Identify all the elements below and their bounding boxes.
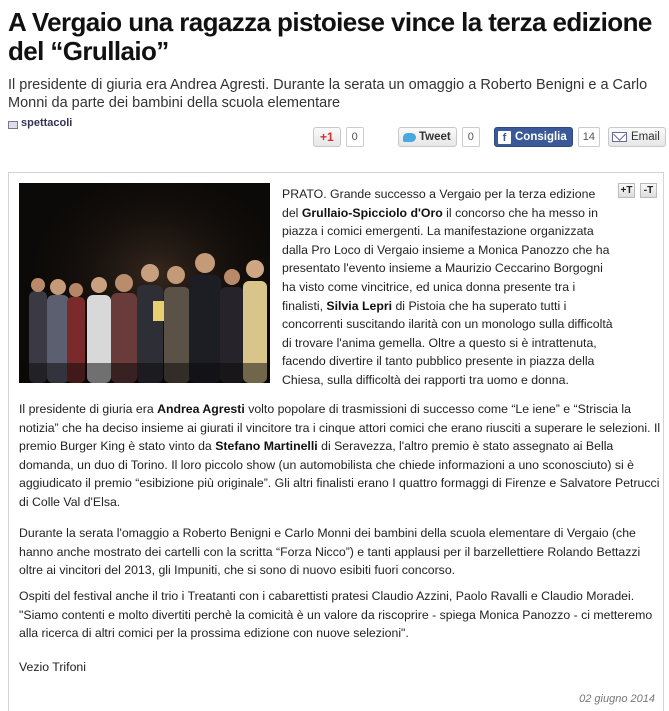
lead-paragraph: PRATO. Grande successo a Vergaio per la terza edizione del Grullaio-Spicciolo d'Oro il concorso che ha messo in piazza i comici emergenti. La manifestazione organizzata dalla Pro Loco di Vergaio insieme a Monica Panozzo che ha presentato l'evento insieme a Maurizio Ceccarino Borgogni ha visto come vincitrice, ed unica donna presente tra i finalisti, Silvia Lepri di Pistoia che ha superato tutti i concorrenti suscitando ilarità con un monologo sulla difficoltà di trovare l'anima gemella. Oltre a questo si è intrattenuta, facendo divertire il tanto pubblico presente in piazza della Chiesa, sulla difficoltà dei rapporti tra uomo e donna. bbox=[282, 187, 613, 387]
paragraph-jury: Il presidente di giuria era Andrea Agresti volto popolare di trasmissioni di successo come “Le iene” e “Striscia la notizia” che ha deciso insieme ai giurati il vincitore tra i cinque attori comici che erano riusciti a superare le selezioni. Il premio Burger King è stato vinto da Stefano Martinelli di Seravezza, l'altro premio è stato assegnato ai Bella domanda, un duo di Torino. Il loro piccolo show (un automobilista che chiede informazioni a uno sconosciuto) si è aggiudicato il premio “esibizione più originale”. Gli altri finalisti erano I quattro formaggi di Firenze e Salvatore Petrucci di Colle Val d'Elsa. bbox=[19, 402, 661, 509]
category-icon bbox=[8, 119, 18, 128]
article-photo bbox=[19, 183, 270, 383]
gplus-count: 0 bbox=[346, 127, 364, 147]
article-date: 02 giugno 2014 bbox=[579, 693, 655, 705]
tweet-count: 0 bbox=[462, 127, 480, 147]
facebook-like-button[interactable] bbox=[494, 127, 573, 147]
twitter-bird-icon bbox=[403, 133, 416, 142]
paragraph-guests: Ospiti del festival anche il trio i Treatanti con i cabarettisti pratesi Claudio Azzini, Paolo Ravalli e Claudio Moradei. "Siamo contenti e molto divertiti perchè la comicità è un valore da riscoprire - spiega Monica Panozzo - ci metteremo alla ricerca di altri comici per la prossima edizione con nuove selezioni". bbox=[19, 589, 653, 641]
category-link[interactable]: spettacoli bbox=[21, 117, 73, 129]
category-tag[interactable] bbox=[8, 115, 72, 131]
article-subtitle: Il presidente di giuria era Andrea Agresti. Durante la serata un omaggio a Roberto Benigni e a Carlo Monni da parte dei bambini della scuola elementare bbox=[8, 77, 648, 111]
email-share bbox=[608, 126, 666, 148]
tweet-label: Tweet bbox=[419, 131, 451, 143]
gplus-share bbox=[313, 126, 364, 148]
twitter-share bbox=[398, 126, 480, 148]
text-size-controls bbox=[618, 183, 657, 198]
article-headline: A Vergaio una ragazza pistoiese vince la terza edizione del “Grullaio” bbox=[8, 7, 652, 66]
facebook-share bbox=[494, 126, 600, 148]
envelope-icon bbox=[612, 132, 627, 142]
facebook-label: Consiglia bbox=[515, 131, 567, 143]
email-label: Email bbox=[631, 131, 660, 143]
article-author: Vezio Trifoni bbox=[19, 660, 86, 674]
paragraph-tribute: Durante la serata l'omaggio a Roberto Benigni e Carlo Monni dei bambini della scuola elementare di Vergaio (che hanno anche mostrato dei cartelli con la scritta “Forza Nicco”) e tanti applausi per il barzellettiere Rolando Bettazzi oltre ai vincitori del 2013, gli Impuniti, che si sono di nuovo esibiti fuori concorso. bbox=[19, 526, 641, 578]
article-body bbox=[8, 172, 664, 711]
facebook-icon: f bbox=[498, 131, 511, 144]
tweet-button[interactable] bbox=[398, 127, 457, 147]
increase-text-button[interactable]: +T bbox=[618, 183, 635, 198]
facebook-count: 14 bbox=[578, 127, 600, 147]
email-button[interactable] bbox=[608, 127, 666, 147]
decrease-text-button[interactable]: -T bbox=[640, 183, 657, 198]
gplus-button[interactable]: +1 bbox=[313, 127, 341, 147]
